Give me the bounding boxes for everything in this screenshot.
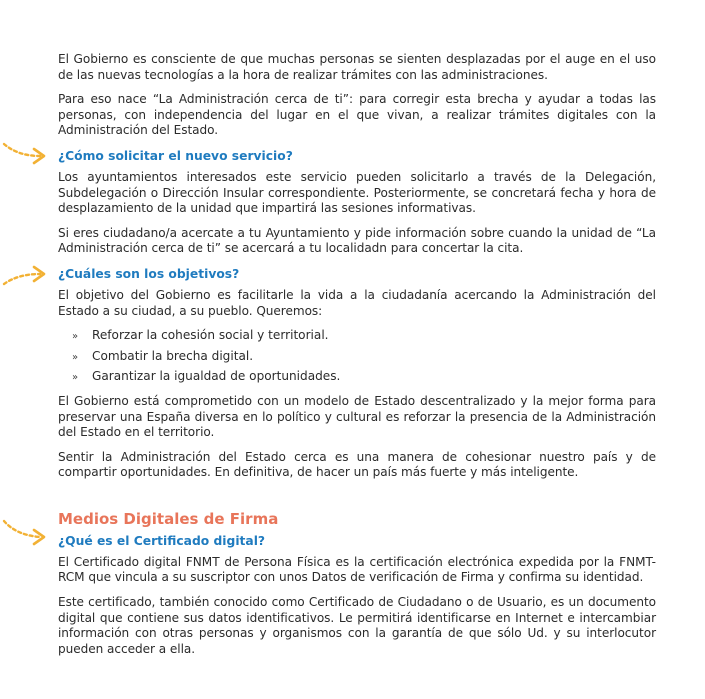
list-item — [72, 369, 656, 386]
objetivos-paragraph-3: Sentir la Administración del Estado cerca es una manera de cohesionar nuestro país y de compartir oportunidades. En definitiva, de hacer un país más fuerte y más inteligente. — [58, 449, 656, 480]
list-item-text: Garantizar la igualdad de oportunidades. — [92, 369, 341, 384]
bullet-marker: » — [72, 351, 79, 363]
objetivos-paragraph-1: El objetivo del Gobierno es facilitarle la vida a la ciudadanía acercando la Administración del Estado a su ciudad, a su pueblo. Queremos: — [58, 287, 656, 318]
dashed-arrow-icon — [0, 138, 56, 168]
heading-solicitar-text: ¿Cómo solicitar el nuevo servicio? — [58, 148, 293, 163]
intro-paragraph-2: Para eso nace “La Administración cerca de ti”: para corregir esta brecha y ayudar a todas las personas, con independencia del lugar en el que vivan, a realizar trámites digitales con la Administración del Estado. — [58, 92, 656, 138]
list-item — [72, 349, 656, 366]
heading-certificado-text: ¿Qué es el Certificado digital? — [58, 533, 266, 548]
list-item — [72, 328, 656, 345]
list-item-text: Combatir la brecha digital. — [92, 348, 254, 363]
heading-objetivos-text: ¿Cuáles son los objetivos? — [58, 266, 240, 281]
dashed-arrow-icon — [0, 262, 56, 292]
bullet-marker: » — [72, 331, 79, 343]
firma-paragraph-2: Este certificado, también conocido como Certificado de Ciudadano o de Usuario, es un documento digital que contiene sus datos identificativos. Le permitirá identificarse en Internet e intercambiar información con otras personas y organismos con la garantía de que sólo Ud. y su interlocutor pueden acceder a ella. — [58, 595, 656, 656]
heading-certificado — [58, 533, 656, 549]
bullet-marker: » — [72, 372, 79, 384]
list-item-text: Reforzar la cohesión social y territorial. — [92, 328, 329, 343]
firma-paragraph-1: El Certificado digital FNMT de Persona Física es la certificación electrónica expedida por la FNMT-RCM que vincula a su suscriptor con unos Datos de verificación de Firma y confirma su identidad. — [58, 554, 656, 585]
heading-solicitar — [58, 148, 656, 164]
heading-objetivos — [58, 266, 656, 282]
objetivos-list — [58, 328, 656, 386]
document-page — [58, 52, 656, 666]
objetivos-paragraph-2: El Gobierno está comprometido con un modelo de Estado descentralizado y la mejor forma para preservar una España diversa en lo político y cultural es reforzar la presencia de la Administración del Estado en el territorio. — [58, 393, 656, 440]
solicitar-paragraph-1: Los ayuntamientos interesados este servicio pueden solicitarlo a través de la Delegación, Subdelegación o Dirección Insular correspondiente. Posteriormente, se concretará fecha y hora de desplazamiento de la unidad que impartirá las sesiones informativas. — [58, 169, 656, 216]
intro-paragraph-1: El Gobierno es consciente de que muchas personas se sienten desplazadas por el auge en el uso de las nuevas tecnologías a la hora de realizar trámites con las administraciones. — [58, 52, 656, 82]
section-spacer — [58, 490, 656, 510]
section-title-firma: Medios Digitales de Firma — [58, 509, 279, 528]
solicitar-paragraph-2: Si eres ciudadano/a acercate a tu Ayuntamiento y pide información sobre cuando la unidad de “La Administración cerca de ti” se acercará a tu localidadn para concertar la cita. — [58, 225, 656, 256]
dashed-arrow-icon — [0, 517, 56, 547]
